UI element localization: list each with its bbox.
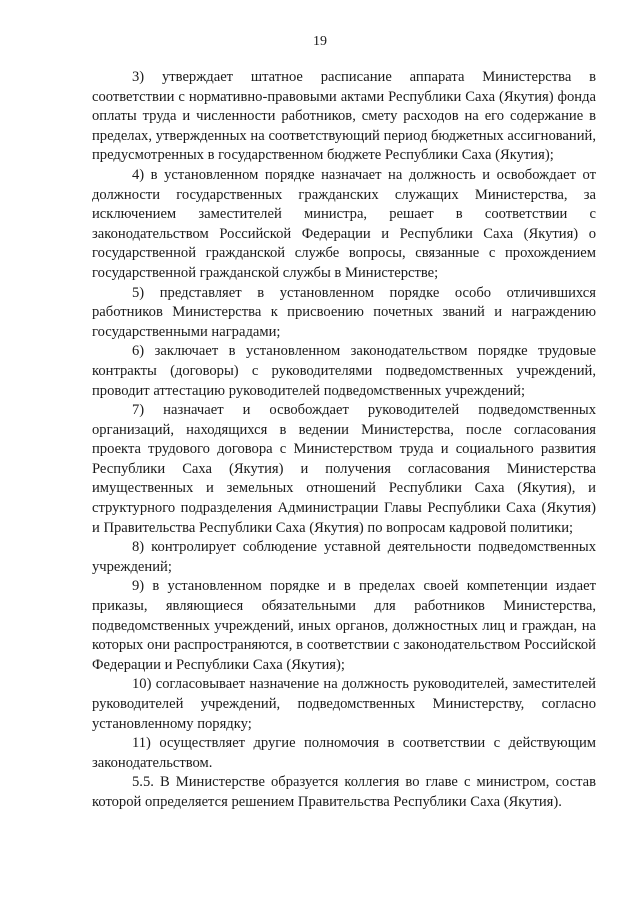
page-number: 19 xyxy=(313,34,327,49)
paragraph-item-3: 3) утверждает штатное расписание аппарата Министерства в соответствии с нормативно-правовыми актами Республики Саха (Якутия) фонда оплаты труда и численности работников, смету расходов на его содержание в пределах, утвержденных на соответствующий период бюджетных ассигнований, предусмотренных в государственном бюджете Республики Саха (Якутия); xyxy=(92,69,596,164)
paragraph-item-6: 6) заключает в установленном законодательством порядке трудовые контракты (договоры) с руководителями подведомственных учреждений, проводит аттестацию руководителей подведомственных учреждений; xyxy=(92,343,596,399)
paragraph-item-7: 7) назначает и освобождает руководителей подведомственных организаций, находящихся в ведении Министерства, после согласования проекта трудового договора с Министерством труда и социального развития Республики Саха (Якутия) и получения согласования Министерства имущественных и земельных отношений Республики Саха (Якутия), и структурного подразделения Администрации Главы Республики Саха (Якутия) и Правительства Республики Саха (Якутия) по вопросам кадровой политики; xyxy=(92,402,596,536)
paragraph-item-11: 11) осуществляет другие полномочия в соответствии с действующим законодательством. xyxy=(92,735,596,771)
paragraph-item-9: 9) в установленном порядке и в пределах своей компетенции издает приказы, являющиеся обязательными для работников Министерства, подведомственных учреждений, иных органов, должностных лиц и граждан, на которых они распространяются, в соответствии с законодательством Российской Федерации и Республики Саха (Якутия); xyxy=(92,578,596,673)
paragraph-item-8: 8) контролирует соблюдение уставной деятельности подведомственных учреждений; xyxy=(92,539,596,575)
document-body xyxy=(92,68,596,813)
paragraph-section-5-5: 5.5. В Министерстве образуется коллегия во главе с министром, состав которой определяется решением Правительства Республики Саха (Якутия). xyxy=(92,774,596,810)
paragraph-item-4: 4) в установленном порядке назначает на должность и освобождает от должности государственных гражданских служащих Министерства, за исключением заместителей министра, решает в соответствии с законодательством Российской Федерации и Республики Саха (Якутия) о государственной гражданской службе вопросы, связанные с прохождением государственной гражданской службы в Министерстве; xyxy=(92,166,596,281)
paragraph-item-5: 5) представляет в установленном порядке особо отличившихся работников Министерства к присвоению почетных званий и награждению государственными наградами; xyxy=(92,284,596,340)
paragraph-item-10: 10) согласовывает назначение на должность руководителей, заместителей руководителей учреждений, подведомственных Министерству, согласно установленному порядку; xyxy=(92,676,596,732)
